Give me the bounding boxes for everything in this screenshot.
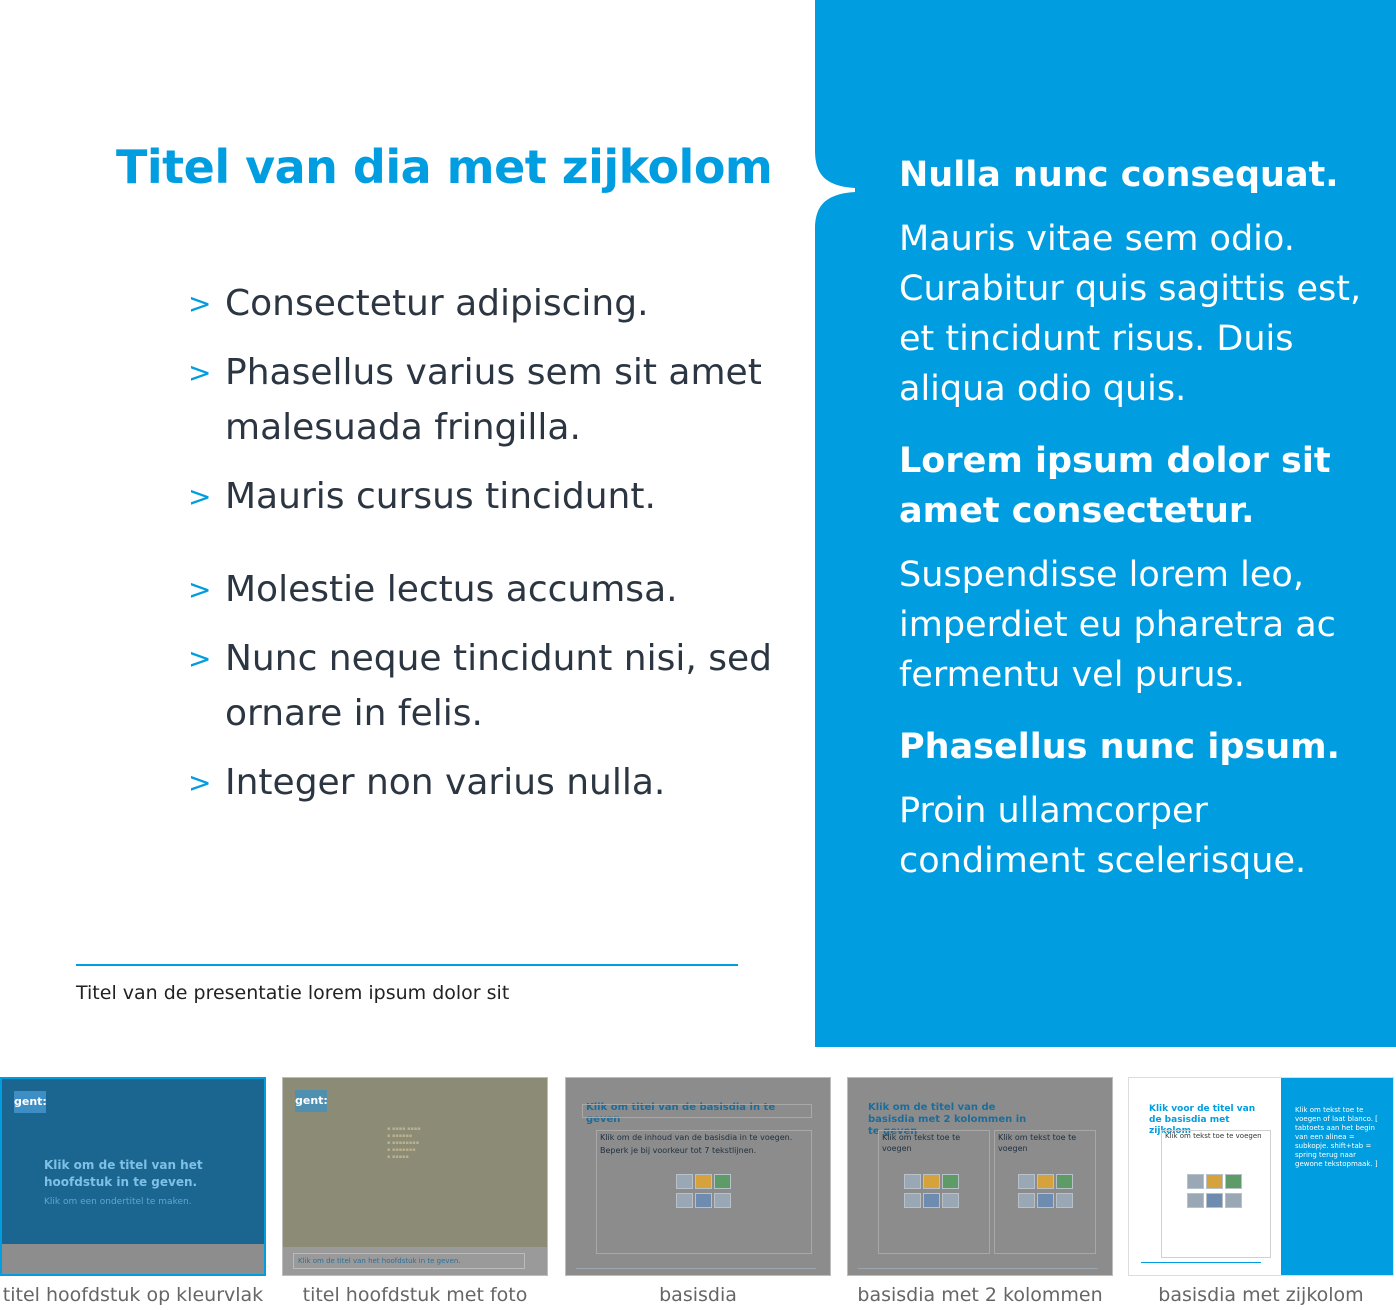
layout-thumb-title-photo[interactable]	[282, 1077, 548, 1276]
layout-thumb-two-columns[interactable]	[847, 1077, 1113, 1276]
bullet-item: > Mauris cursus tincidunt.	[188, 469, 788, 524]
thumb-title: Klik om de titel van het hoofdstuk in te geven.	[44, 1158, 203, 1189]
gent-logo: gent:	[14, 1091, 46, 1113]
thumb-content: Klik om de inhoud van de basisdia in te voegen.	[600, 1133, 793, 1142]
side-paragraph: Mauris vitae sem odio. Curabitur quis sagittis est, et tincidunt risus. Duis aliqua odio quis.	[899, 219, 1362, 409]
chevron-right-icon: >	[188, 480, 212, 513]
layout-gallery	[0, 1075, 1396, 1310]
bullet-item: > Consectetur adipiscing.	[188, 276, 788, 331]
insert-content-icons	[904, 1174, 958, 1210]
layout-thumb-title-colour[interactable]	[0, 1077, 266, 1276]
thumb-column-text: Klik om tekst toe te voegen	[998, 1133, 1077, 1153]
bullet-item: > Nunc neque tincidunt nisi, sed ornare in felis.	[188, 631, 788, 741]
bullet-item: > Integer non varius nulla.	[188, 755, 788, 810]
thumb-label[interactable]: titel hoofdstuk met foto	[302, 1284, 528, 1306]
layout-thumb-basic[interactable]	[565, 1077, 831, 1276]
presentation-title-footer[interactable]: Titel van de presentatie lorem ipsum dolor sit	[76, 982, 510, 1004]
thumb-subtitle: Klik om een ondertitel te maken.	[44, 1197, 192, 1207]
thumb-footer-title: Klik om de titel van het hoofdstuk in te geven.	[293, 1253, 525, 1269]
thumb-label[interactable]: basisdia met 2 kolommen	[857, 1284, 1103, 1306]
chevron-right-icon: >	[188, 766, 212, 799]
thumb-label[interactable]: titel hoofdstuk op kleurvlak	[2, 1284, 264, 1306]
slide-title[interactable]: Titel van dia met zijkolom	[116, 140, 773, 194]
thumb-title: Klik voor de titel van de basisdia met zijkolom	[1149, 1104, 1256, 1136]
side-column-notch	[815, 150, 855, 230]
thumb-content: Klik om tekst toe te voegen	[1165, 1132, 1262, 1140]
chevron-right-icon: >	[188, 573, 212, 606]
side-heading: Phasellus nunc ipsum.	[899, 727, 1340, 767]
side-paragraph: Suspendisse lorem leo, imperdiet eu pharetra ac fermentu vel purus.	[899, 555, 1336, 695]
bullet-item: > Molestie lectus accumsa.	[188, 562, 788, 617]
insert-content-icons	[1018, 1174, 1072, 1210]
insert-content-icons	[1187, 1174, 1241, 1210]
thumb-label[interactable]: basisdia	[659, 1284, 737, 1306]
gent-logo: gent:	[295, 1090, 327, 1112]
thumb-side-text: Klik om tekst toe te voegen of laat blanco. [ tabtoets aan het begin van een alinea = subkopje. shift+tab = spring terug naar gewone tekstopmaak. ]	[1295, 1106, 1378, 1168]
side-column-content[interactable]	[899, 150, 1369, 908]
bullet-item: > Phasellus varius sem sit amet malesuada fringilla.	[188, 345, 788, 455]
thumb-title: Klik om titel van de basisdia in te geven	[586, 1102, 776, 1125]
side-heading: Nulla nunc consequat.	[899, 155, 1339, 195]
placeholder-text-lines: ▪ ▪▪▪▪ ▪▪▪▪ ▪ ▪▪▪▪▪▪ ▪ ▪▪▪▪▪▪▪▪ ▪ ▪▪▪▪▪▪▪ ▪ ▪▪▪▪▪	[387, 1126, 421, 1160]
footer-divider	[76, 964, 738, 966]
layout-thumb-side-column[interactable]	[1128, 1077, 1394, 1276]
bullet-list[interactable]	[188, 276, 788, 824]
chevron-right-icon: >	[188, 356, 212, 389]
thumb-column-text: Klik om tekst toe te voegen	[882, 1133, 961, 1153]
chevron-right-icon: >	[188, 287, 212, 320]
thumb-side-column	[1281, 1078, 1393, 1276]
thumb-content: Beperk je bij voorkeur tot 7 tekstlijnen.	[600, 1146, 757, 1155]
side-heading: Lorem ipsum dolor sit amet consectetur.	[899, 441, 1331, 531]
thumb-label[interactable]: basisdia met zijkolom	[1158, 1284, 1364, 1306]
side-paragraph: Proin ullamcorper condiment scelerisque.	[899, 791, 1307, 881]
chevron-right-icon: >	[188, 642, 212, 675]
thumb-title: Klik om de titel van de basisdia met 2 kolommen in te geven	[868, 1102, 1027, 1137]
insert-content-icons	[676, 1174, 730, 1210]
